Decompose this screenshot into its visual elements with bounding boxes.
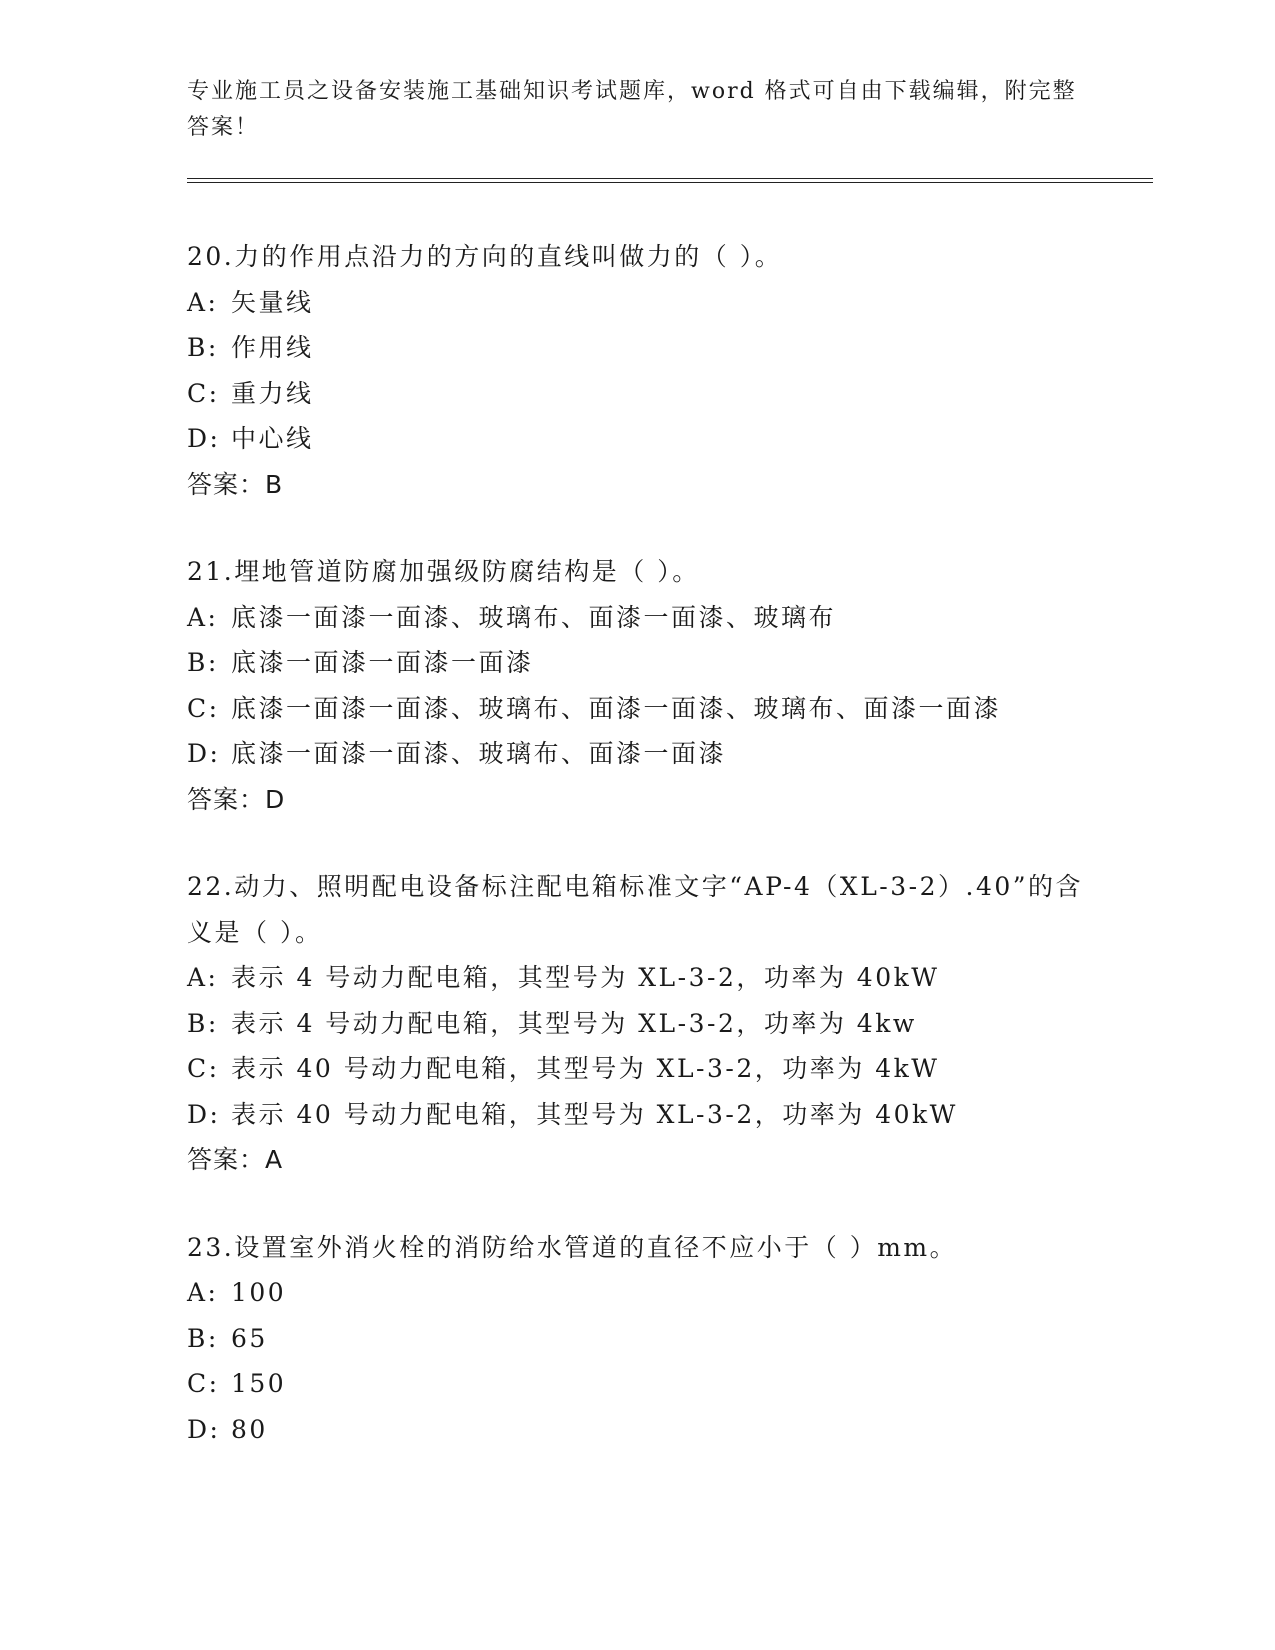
option-text: 中心线: [231, 424, 314, 453]
answer-option: [187, 1046, 1087, 1092]
option-label: B:: [187, 1323, 219, 1353]
option-text: 底漆一面漆一面漆、玻璃布、面漆一面漆、玻璃布: [231, 602, 837, 632]
option-text: 150: [231, 1369, 287, 1398]
option-label: C:: [187, 1369, 220, 1398]
answer-option: [187, 731, 1087, 777]
option-text: 表示 4 号动力配电箱，其型号为 XL-3-2，功率为 40kW: [231, 963, 940, 992]
option-text: 100: [231, 1278, 287, 1307]
option-label: A:: [187, 602, 219, 632]
answer-key: 答案：A: [187, 1145, 284, 1174]
option-text: 表示 40 号动力配电箱，其型号为 XL-3-2，功率为 4kW: [231, 1054, 940, 1083]
option-label: B:: [187, 333, 219, 362]
answer-option: [187, 280, 1087, 326]
answer-option: [187, 1001, 1087, 1047]
option-label: C:: [187, 1054, 220, 1083]
question-stem: 21.埋地管道防腐加强级防腐结构是（ ）。: [187, 557, 700, 586]
question-list: [187, 234, 1087, 1494]
answer-option: [187, 325, 1087, 371]
option-text: 80: [231, 1414, 268, 1444]
option-label: A:: [187, 963, 219, 992]
option-label: A:: [187, 287, 219, 317]
option-text: 重力线: [231, 378, 314, 408]
option-label: B:: [187, 1008, 219, 1038]
question-block: [187, 234, 1087, 507]
answer-option: [187, 371, 1087, 417]
question-block: [187, 549, 1087, 822]
option-label: D:: [187, 739, 221, 768]
option-text: 表示 40 号动力配电箱，其型号为 XL-3-2，功率为 40kW: [231, 1099, 958, 1129]
question-stem: 22.动力、照明配电设备标注配电箱标准文字“AP-4（XL-3-2）.40”的含义是（ ）。: [187, 872, 1084, 947]
question-block: [187, 1225, 1087, 1453]
question-block: [187, 864, 1087, 1183]
answer-option: [187, 1092, 1087, 1138]
answer-option: [187, 640, 1087, 686]
answer-option: [187, 1270, 1087, 1316]
answer-option: [187, 955, 1087, 1001]
option-label: C:: [187, 693, 220, 723]
answer-option: [187, 686, 1087, 732]
answer-option: [187, 1316, 1087, 1362]
option-text: 矢量线: [231, 287, 314, 317]
option-label: A:: [187, 1278, 219, 1307]
option-text: 底漆一面漆一面漆、玻璃布、面漆一面漆、玻璃布、面漆一面漆: [231, 693, 1002, 723]
option-label: B:: [187, 648, 219, 677]
question-stem: 20.力的作用点沿力的方向的直线叫做力的（ ）。: [187, 242, 783, 271]
header-rule-bottom: [187, 182, 1153, 183]
answer-key: 答案：D: [187, 784, 286, 814]
option-label: D:: [187, 1414, 221, 1444]
option-text: 表示 4 号动力配电箱，其型号为 XL-3-2，功率为 4kw: [231, 1008, 917, 1038]
answer-option: [187, 1407, 1087, 1453]
question-stem: 23.设置室外消火栓的消防给水管道的直径不应小于（ ）mm。: [187, 1232, 958, 1262]
answer-option: [187, 595, 1087, 641]
option-label: D:: [187, 1099, 221, 1129]
document-header: 专业施工员之设备安装施工基础知识考试题库，word 格式可自由下载编辑，附完整答案！: [187, 79, 1077, 140]
option-text: 65: [231, 1323, 268, 1353]
option-label: D:: [187, 424, 221, 453]
option-text: 底漆一面漆一面漆、玻璃布、面漆一面漆: [231, 739, 727, 768]
option-text: 作用线: [231, 333, 314, 362]
answer-option: [187, 416, 1087, 462]
answer-option: [187, 1361, 1087, 1407]
header-rule-top: [187, 178, 1153, 179]
option-text: 底漆一面漆一面漆一面漆: [231, 648, 534, 677]
answer-key: 答案：B: [187, 469, 284, 499]
option-label: C:: [187, 378, 220, 408]
